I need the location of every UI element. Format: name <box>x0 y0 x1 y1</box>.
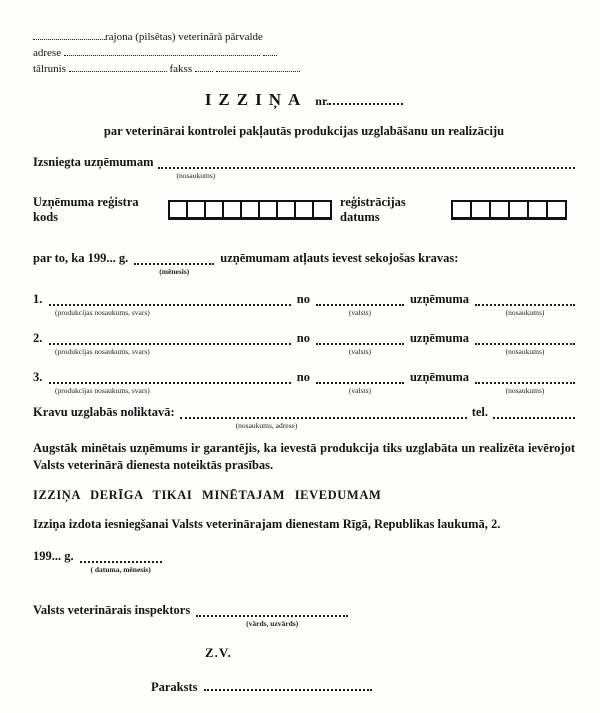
cargo-company-fill-line <box>475 292 575 306</box>
cargo-company-hint: (nosaukums) <box>505 347 545 356</box>
date-block <box>33 549 575 574</box>
code-box-cell <box>206 202 224 217</box>
signature-line <box>151 678 575 695</box>
inspector-label: Valsts veterinārais inspektors <box>33 603 191 617</box>
signature-label: Paraksts <box>151 680 198 694</box>
district-office-line <box>33 28 575 44</box>
inspector-fill <box>196 603 348 628</box>
phone-fax-line <box>33 60 575 76</box>
cargo-product-fill-line <box>49 370 291 384</box>
code-box-cell <box>314 202 330 217</box>
document-number-label: nr. <box>315 94 330 108</box>
warehouse-tel-label: tel. <box>471 405 488 419</box>
warehouse-fill <box>180 405 467 430</box>
code-box-cell <box>170 202 188 217</box>
cargo-country-fill-line <box>316 331 404 345</box>
validity-note: IZZIŅA DERĪGA TIKAI MINĒTAJAM IEVEDUMAM <box>33 488 382 502</box>
address-label: adrese <box>33 47 62 59</box>
date-fill-line <box>80 549 162 563</box>
code-box-cell <box>278 202 296 217</box>
district-fill-line <box>33 28 105 40</box>
issuing-office-block <box>33 28 575 76</box>
cargo-product-hint: (produkcijas nosaukums, svars) <box>55 347 150 356</box>
submission-note: Izziņa izdota iesniegšanai Valsts veterinārajam dienestam Rīgā, Republikas laukumā, 2. <box>33 517 501 531</box>
warehouse-label: Kravu uzglabās noliktavā: <box>33 405 175 419</box>
cargo-country-fill-line <box>316 370 404 384</box>
code-box-cell <box>453 202 472 217</box>
cargo-row-3 <box>33 370 575 395</box>
cargo-product-hint: (produkcijas nosaukums, svars) <box>55 386 150 395</box>
cargo-product-fill <box>49 331 291 356</box>
cargo-row-number: 3. <box>33 370 43 384</box>
cargo-company-hint: (nosaukums) <box>505 386 545 395</box>
date-fill <box>80 549 162 574</box>
warehouse-tel-fill <box>493 405 575 419</box>
inspector-block <box>33 603 575 628</box>
seal-label: Z.V. <box>205 645 232 660</box>
guarantee-paragraph: Augstāk minētais uzņēmums ir garantējis, ka ievestā produkcija tiks uzglabāta un realizēta ievērojot Valsts veterinārā dienesta noteiktās prasības. <box>33 441 575 472</box>
address-fill-line <box>64 44 260 56</box>
cargo-company-fill-line <box>475 331 575 345</box>
cargo-company-label: uzņēmuma <box>409 370 469 384</box>
warehouse-line <box>33 405 575 430</box>
registration-line <box>33 195 575 225</box>
address-line <box>33 44 575 60</box>
phone-label: tālrunis <box>33 63 66 75</box>
cargo-company-hint: (nosaukums) <box>505 308 545 317</box>
document-title: IZZIŅA <box>204 90 308 109</box>
cargo-company-fill <box>475 292 575 317</box>
issued-to-fill <box>158 155 575 180</box>
cargo-company-label: uzņēmuma <box>409 292 469 306</box>
cargo-from-label: no <box>296 370 310 384</box>
document-subtitle: par veterinārai kontrolei pakļautās produkcijas uzglabāšanu un realizāciju <box>103 124 505 138</box>
cargo-country-fill <box>316 370 404 395</box>
inspector-hint: (vārds, uzvārds) <box>246 619 299 628</box>
registration-date-label: reģistrācijas datums <box>340 195 406 224</box>
title-line <box>33 90 575 110</box>
warehouse-fill-line <box>180 405 467 419</box>
code-box-cell <box>491 202 510 217</box>
district-office-label: rajona (pilsētas) veterinārā pārvalde <box>105 31 263 43</box>
registration-code-label: Uzņēmuma reģistra kods <box>33 195 139 224</box>
cargo-row-number: 2. <box>33 331 43 345</box>
permit-month-hint: (mēnesis) <box>159 267 190 276</box>
cargo-country-hint: (valsts) <box>348 308 372 317</box>
cargo-country-fill-line <box>316 292 404 306</box>
issued-to-label: Izsniegta uzņēmumam <box>33 155 154 169</box>
code-box-cell <box>260 202 278 217</box>
issued-to-hint: (nosaukums) <box>176 171 216 180</box>
fax-fill-line <box>195 60 213 72</box>
cargo-from-label: no <box>296 331 310 345</box>
cargo-company-fill-line <box>475 370 575 384</box>
address-fill-line-2 <box>263 44 277 56</box>
code-box-cell <box>188 202 206 217</box>
registration-date-boxes <box>451 200 567 220</box>
warehouse-tel-fill-line <box>493 405 575 419</box>
code-box-cell <box>510 202 529 217</box>
cargo-country-hint: (valsts) <box>348 347 372 356</box>
cargo-row-1 <box>33 292 575 317</box>
issued-to-block <box>33 155 575 180</box>
cargo-row-2 <box>33 331 575 356</box>
signature-fill-line <box>204 678 372 691</box>
permit-prefix: par to, ka 199... g. <box>33 251 129 265</box>
document-number-fill <box>329 92 403 105</box>
cargo-product-hint: (produkcijas nosaukums, svars) <box>55 308 150 317</box>
warehouse-hint: (nosaukums, adrese) <box>235 421 298 430</box>
issued-to-fill-line <box>158 155 575 169</box>
code-box-cell <box>224 202 242 217</box>
date-hint: ( datuma, mēnesis) <box>90 565 151 574</box>
code-box-cell <box>529 202 548 217</box>
cargo-country-fill <box>316 292 404 317</box>
permit-line <box>33 251 575 276</box>
cargo-product-fill <box>49 370 291 395</box>
cargo-country-hint: (valsts) <box>348 386 372 395</box>
cargo-company-label: uzņēmuma <box>409 331 469 345</box>
inspector-fill-line <box>196 603 348 617</box>
cargo-country-fill <box>316 331 404 356</box>
cargo-company-fill <box>475 331 575 356</box>
cargo-from-label: no <box>296 292 310 306</box>
fax-label: fakss <box>169 63 193 75</box>
code-box-cell <box>296 202 314 217</box>
permit-suffix: uzņēmumam atļauts ievest sekojošas kravas: <box>220 251 459 265</box>
code-box-cell <box>548 202 565 217</box>
cargo-product-fill-line <box>49 331 291 345</box>
permit-month-fill <box>134 251 214 276</box>
code-box-cell <box>472 202 491 217</box>
fax-fill-line-2 <box>216 60 300 72</box>
permit-month-fill-line <box>134 251 214 265</box>
code-box-cell <box>242 202 260 217</box>
cargo-product-fill-line <box>49 292 291 306</box>
registration-code-boxes <box>168 200 332 220</box>
date-label: 199... g. <box>33 549 74 563</box>
cargo-company-fill <box>475 370 575 395</box>
phone-fill-line <box>69 60 167 72</box>
cargo-row-number: 1. <box>33 292 43 306</box>
cargo-product-fill <box>49 292 291 317</box>
